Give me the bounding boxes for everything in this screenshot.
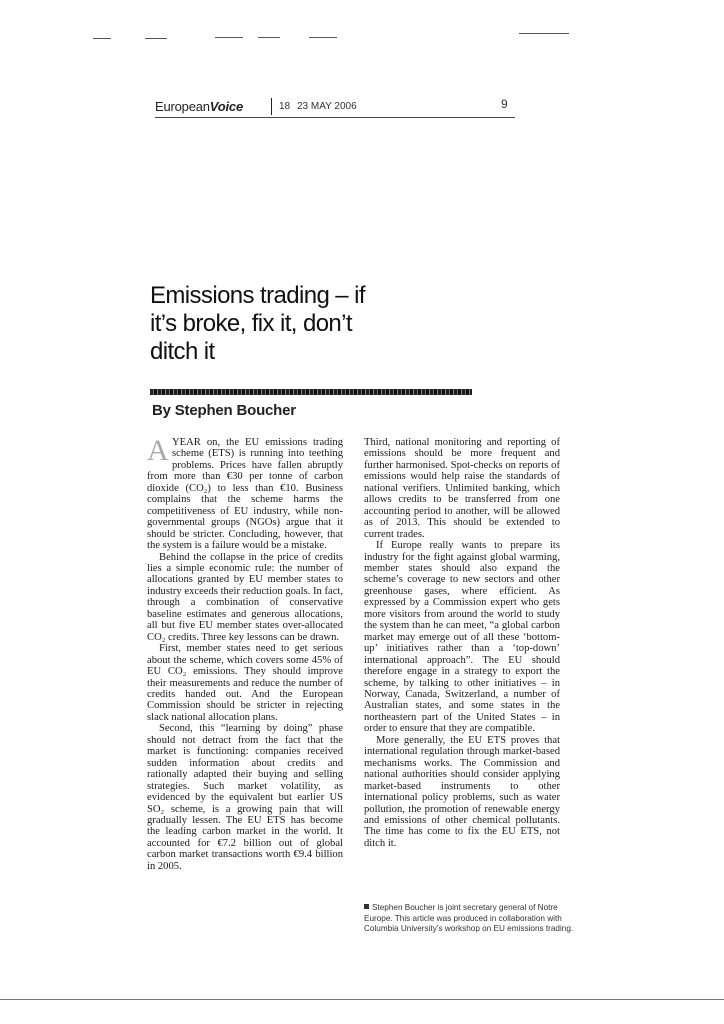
article-paragraph: If Europe really wants to prepare its industry for the fight against global warming, member states should also expand the scheme’s coverage to new sectors and other greenhouse gases, where efficient. As expressed by a Commission expert who gets more visitors from around the world to study the system than he can meet, “a global carbon market may emerge out of all these ‘bottom-up’ initiatives rather than a ‘top-down’ international approach”. The EU should therefore engage in a strategy to export the scheme, by talking to other initiatives – in Norway, Canada, Switzerland, a number of Australian states, and some states in the northeastern part of the United States – in order to ensure that they are compatible. bbox=[364, 540, 560, 735]
article-paragraph: AYEAR on, the EU emissions trading scheme (ETS) is running into teething problems. Prices have fallen abruptly from more than €30 per tonne of carbon dioxide (CO₂) to less than €10. Business complains that the scheme harms the competitiveness of EU industry, while non-governmental groups (NGOs) argue that it should be stricter. Concluding, however, that the system is a failure would be a mistake. bbox=[147, 434, 343, 552]
publication-logo: EuropeanVoice bbox=[155, 99, 243, 114]
article-paragraph: Third, national monitoring and reporting of emissions should be more frequent and further harmonised. Spot-checks on reports of emissions would help raise the standards of national verifiers. Unlimited banking, which allows credits to be transferred from one accounting period to another, will be allowed as of 2013. This should be extended to current trades. bbox=[364, 437, 560, 540]
headline: Emissions trading – if it’s broke, fix it, don’t ditch it bbox=[150, 282, 365, 365]
article-column-right bbox=[364, 437, 560, 849]
masthead bbox=[155, 97, 535, 119]
scan-artifact bbox=[215, 37, 243, 38]
scan-artifact bbox=[93, 38, 111, 39]
scan-artifact bbox=[258, 37, 280, 38]
drop-cap: A bbox=[147, 434, 169, 467]
page-bottom-rule bbox=[0, 999, 724, 1000]
article-paragraph: More generally, the EU ETS proves that international regulation through market-based mechanisms works. The Commission and national authorities should consider applying market-based instruments to other international policy problems, such as water pollution, the promotion of renewable energy and emissions of other chemical pollutants. The time has come to fix the EU ETS, not ditch it. bbox=[364, 734, 560, 849]
page-number: 18 bbox=[279, 101, 291, 112]
masthead-divider bbox=[271, 98, 272, 115]
scan-artifact bbox=[145, 38, 167, 39]
byline: By Stephen Boucher bbox=[152, 402, 296, 419]
article-paragraph: First, member states need to get serious about the scheme, which covers some 45% of EU CO₂ emissions. They should improve their measurements and reduce the number of credits handed out. And the European Commission should be stricter in rejecting slack national allocation plans. bbox=[147, 643, 343, 723]
scan-artifact bbox=[519, 33, 569, 34]
corner-mark: 9 bbox=[501, 97, 508, 111]
article-paragraph: Second, this “learning by doing” phase should not detract from the fact that the market is functioning: companies received sudden information about credits and rationally adapted their buying and selling strategies. Such market volatility, as evidenced by the equivalent but earlier US SO₂ scheme, is a growing pain that will gradually lessen. The EU ETS has become the leading carbon market in the world. It accounted for €7.2 billion out of global carbon market transactions worth €9.4 billion in 2005. bbox=[147, 723, 343, 872]
square-bullet-icon bbox=[364, 904, 369, 909]
article-column-left bbox=[147, 434, 343, 872]
headline-rule bbox=[150, 389, 472, 395]
issue-date: 23 MAY 2006 bbox=[297, 101, 357, 112]
author-note: Stephen Boucher is joint secretary general of Notre Europe. This article was produced in collaboration with Columbia University’s workshop on EU emissions trading. bbox=[364, 903, 574, 933]
article-paragraph: Behind the collapse in the price of credits lies a simple economic rule: the number of allocations granted by EU member states to industry exceeds their reduction goals. In fact, through a combination of conservative baseline estimates and generous allocations, all but five EU member states over-allocated CO₂ credits. Three key lessons can be drawn. bbox=[147, 551, 343, 643]
scan-artifact bbox=[309, 37, 337, 38]
masthead-rule bbox=[155, 117, 515, 118]
